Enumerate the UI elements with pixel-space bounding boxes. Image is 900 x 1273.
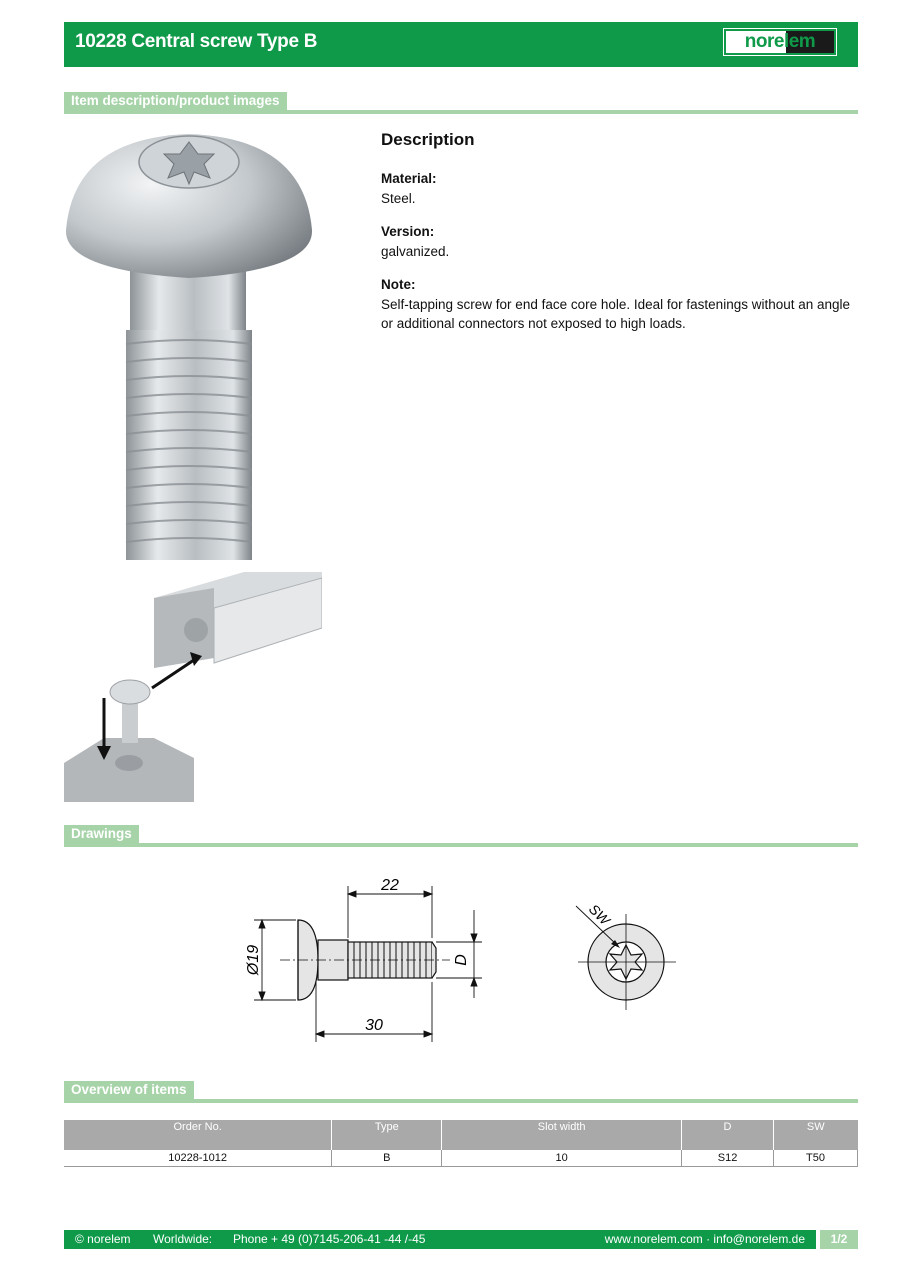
table-row	[64, 1150, 858, 1166]
section-tab-images: Item description/product images	[64, 92, 287, 111]
table-header-row	[64, 1120, 858, 1150]
version-value: galvanized.	[381, 244, 450, 259]
version-label: Version:	[381, 224, 435, 239]
section-divider	[64, 1099, 858, 1103]
dim-head-diameter: Ø19	[245, 944, 262, 976]
material-label: Material:	[381, 171, 437, 186]
cell-sw: T50	[774, 1150, 858, 1166]
col-slot-width: Slot width	[442, 1120, 682, 1150]
section-divider	[64, 110, 858, 114]
page-footer	[64, 1230, 816, 1249]
norelem-logo	[723, 28, 837, 56]
cell-type: B	[332, 1150, 442, 1166]
col-d: D	[682, 1120, 774, 1150]
items-table	[64, 1120, 858, 1167]
section-tab-drawings: Drawings	[64, 825, 139, 844]
material-value: Steel.	[381, 191, 416, 206]
cell-slot-width: 10	[442, 1150, 682, 1166]
footer-worldwide: Worldwide:	[153, 1232, 213, 1246]
page-number: 1/2	[820, 1230, 858, 1249]
col-order-no: Order No.	[64, 1120, 332, 1150]
technical-drawing	[240, 870, 700, 1050]
section-divider	[64, 843, 858, 847]
product-photo-screw	[64, 130, 320, 562]
dim-drive-size: SW	[585, 900, 614, 929]
footer-phone: Phone + 49 (0)7145-206-41 -44 /-45	[233, 1232, 426, 1246]
logo-text: norelem	[744, 31, 816, 52]
page-title: 10228 Central screw Type B	[75, 31, 318, 52]
footer-copyright: © norelem	[75, 1232, 131, 1246]
cell-order-no[interactable]: 10228-1012	[64, 1150, 332, 1166]
dim-thread-diameter: D	[453, 954, 470, 966]
page-header	[64, 22, 858, 67]
col-type: Type	[332, 1120, 442, 1150]
description-title: Description	[381, 130, 475, 149]
section-tab-overview: Overview of items	[64, 1081, 194, 1100]
dim-total-length: 30	[365, 1017, 383, 1034]
note-value: Self-tapping screw for end face core hole. Ideal for fastenings without an angle or additional connectors not exposed to high loads.	[381, 297, 851, 331]
col-sw: SW	[774, 1120, 858, 1150]
product-photo-application	[64, 568, 322, 802]
cell-d: S12	[682, 1150, 774, 1166]
footer-contact[interactable]: www.norelem.com · info@norelem.de	[604, 1232, 805, 1246]
dim-thread-length: 22	[381, 877, 399, 894]
note-label: Note:	[381, 277, 416, 292]
